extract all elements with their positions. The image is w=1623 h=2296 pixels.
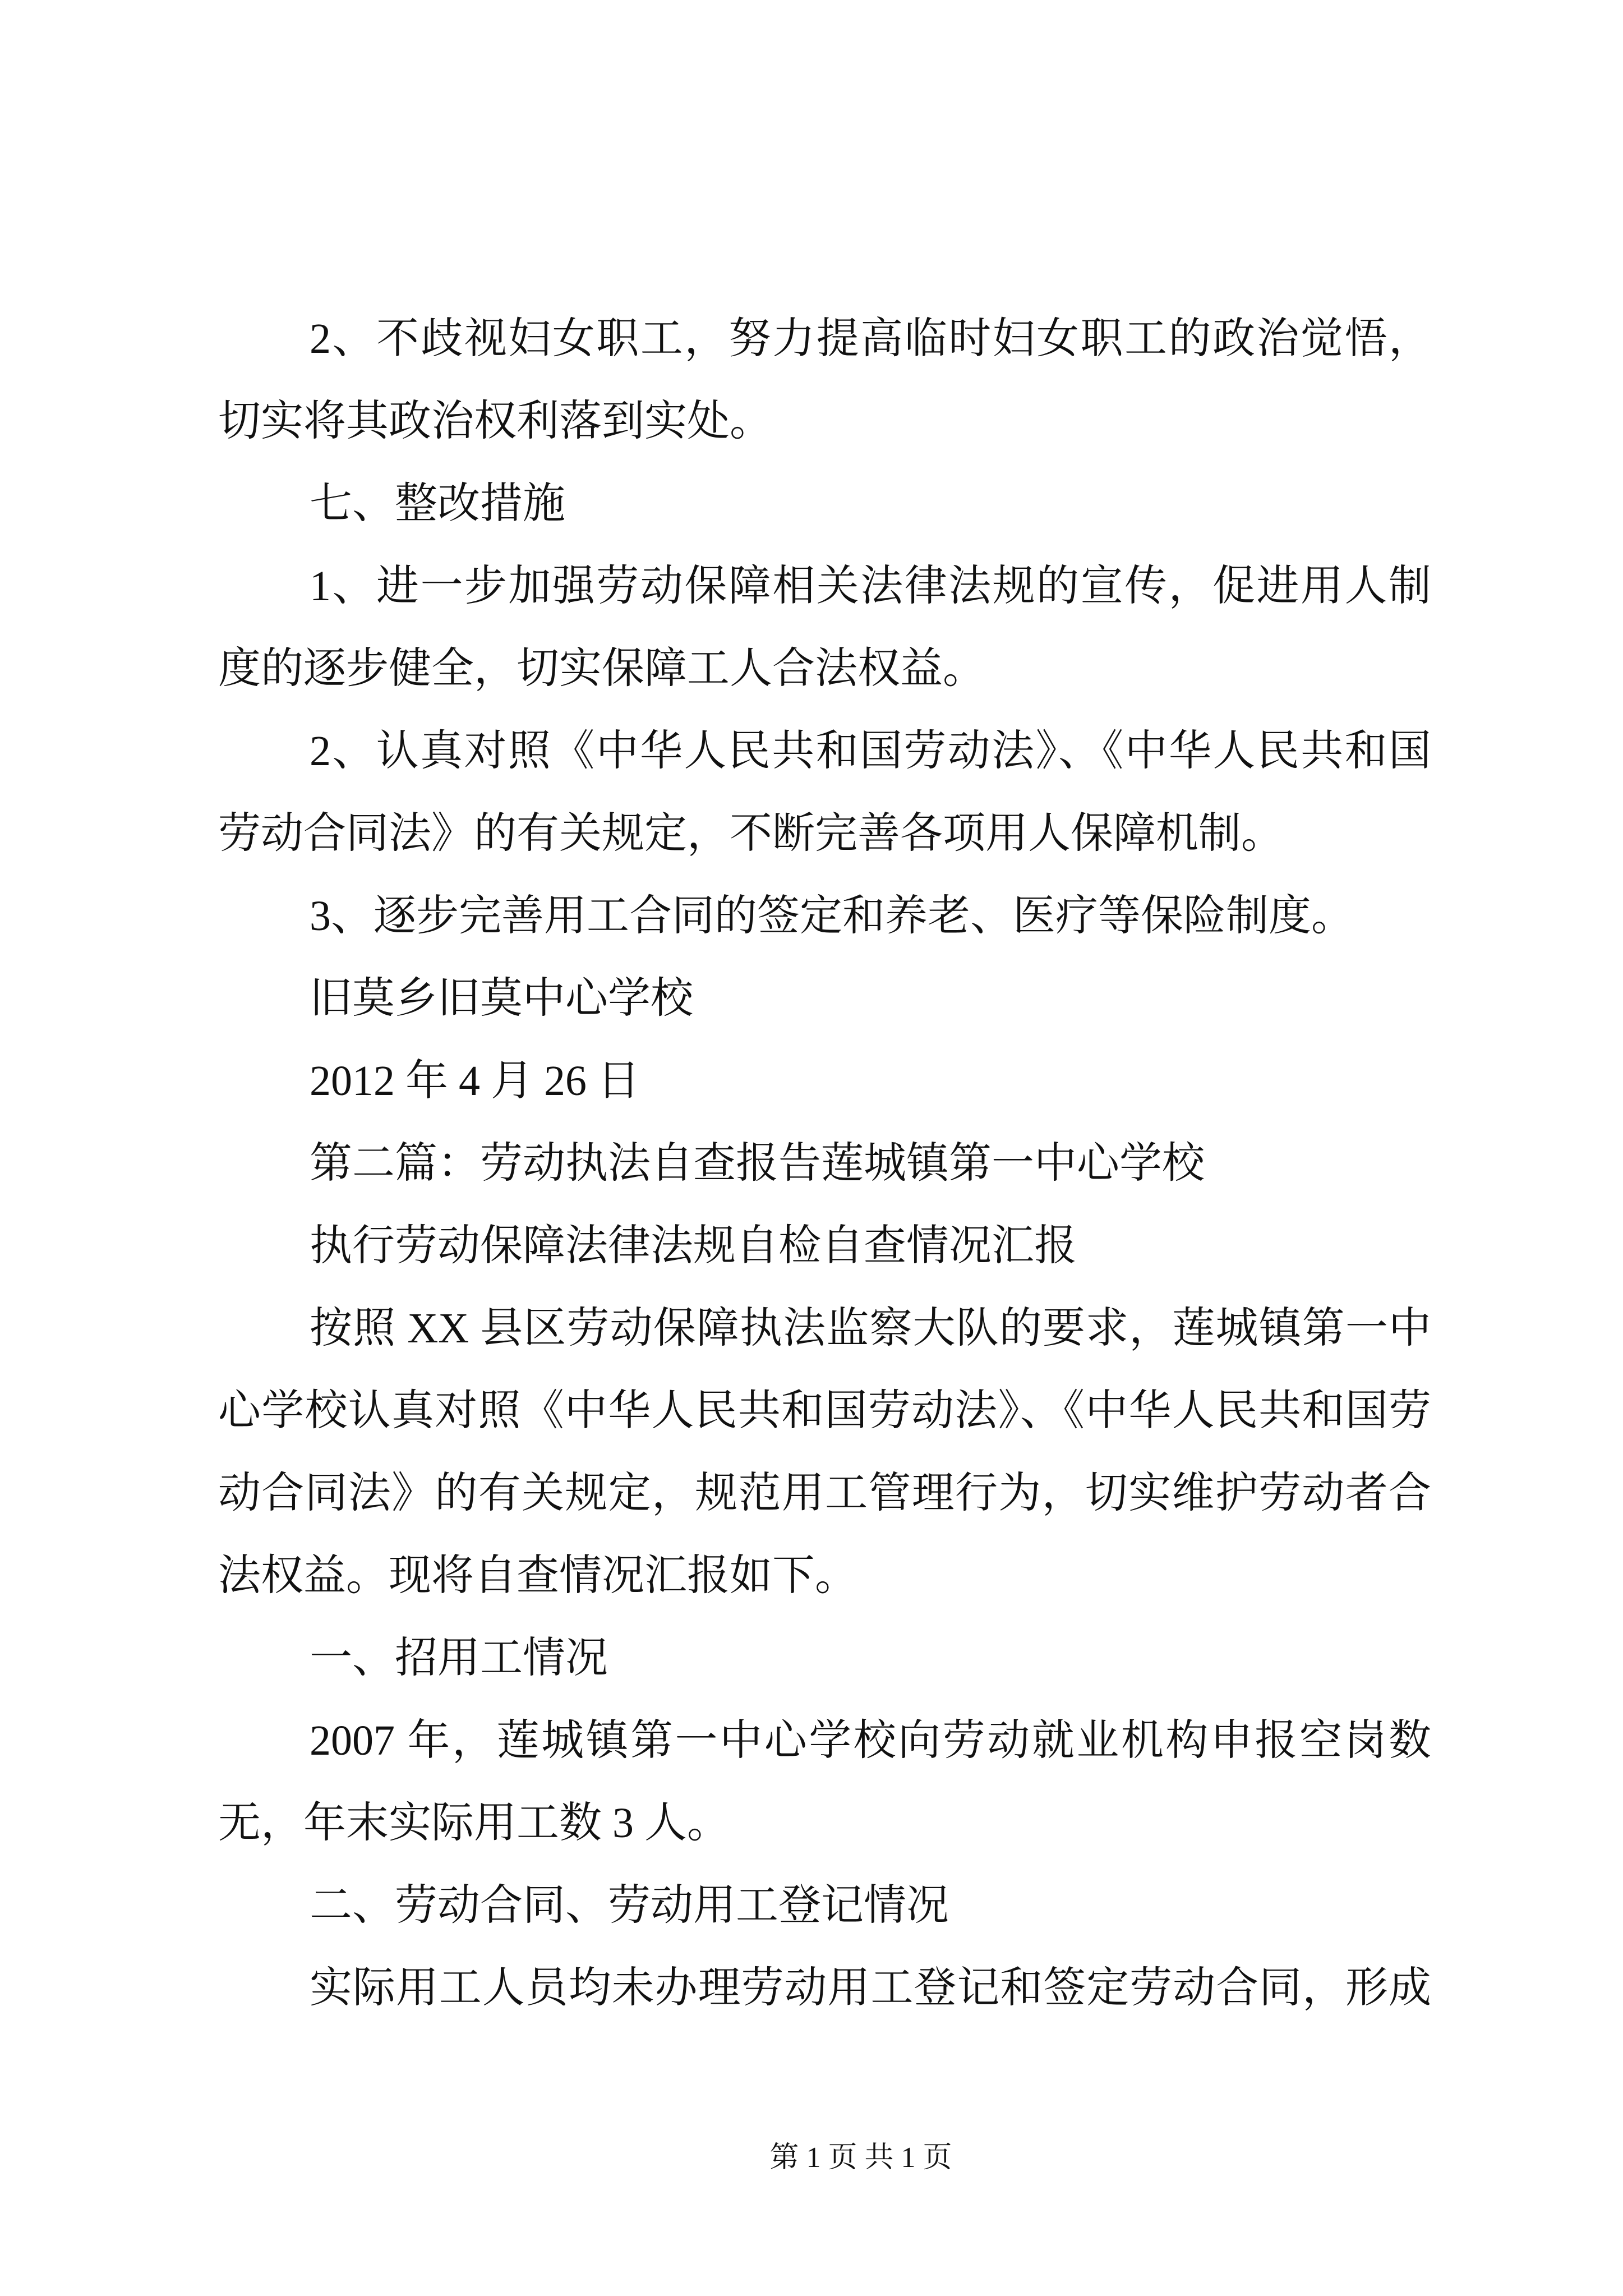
paragraph-measure-1 bbox=[218, 545, 1431, 710]
section-heading bbox=[218, 463, 1431, 545]
article-title bbox=[218, 1122, 1431, 1205]
signature-organization bbox=[218, 958, 1431, 1040]
paragraph-intro bbox=[218, 1287, 1431, 1617]
body-text-line: 无，年末实际用工数 3 人。 bbox=[218, 1800, 730, 1847]
body-text-line: 2、不歧视妇女职工，努力提高临时妇女职工的政治觉悟， bbox=[310, 315, 1431, 362]
section-heading-text: 一、招用工情况 bbox=[310, 1635, 608, 1682]
body-text-line: 2、认真对照《中华人民共和国劳动法》、《中华人民共和国 bbox=[310, 728, 1431, 775]
article-title-text: 第二篇：劳动执法自查报告莲城镇第一中心学校 bbox=[310, 1140, 1205, 1187]
body-text-line: 3、逐步完善用工合同的签定和养老、医疗等保险制度。 bbox=[310, 892, 1354, 940]
paragraph-measure-3 bbox=[218, 875, 1431, 958]
section-heading-text: 二、劳动合同、劳动用工登记情况 bbox=[310, 1882, 949, 1929]
body-text-line: 2007 年，莲城镇第一中心学校向劳动就业机构申报空岗数 bbox=[310, 1717, 1431, 1764]
body-text-line: 劳动合同法》的有关规定，不断完善各项用人保障机制。 bbox=[218, 810, 1284, 857]
paragraph-measure-2 bbox=[218, 710, 1431, 875]
body-text-line: 1、进一步加强劳动保障相关法律法规的宣传，促进用人制 bbox=[310, 563, 1431, 610]
body-text-line: 按照 XX 县区劳动保障执法监察大队的要求，莲城镇第一中 bbox=[310, 1305, 1431, 1352]
section-heading bbox=[218, 1865, 1431, 1947]
body-text-line: 法权益。现将自查情况汇报如下。 bbox=[218, 1552, 857, 1599]
body-text-line: 动合同法》的有关规定，规范用工管理行为，切实维护劳动者合 bbox=[218, 1470, 1431, 1517]
signature-date bbox=[218, 1040, 1431, 1122]
body-text-line: 度的逐步健全，切实保障工人合法权益。 bbox=[218, 645, 985, 692]
body-text-line: 实际用工人员均未办理劳动用工登记和签定劳动合同，形成 bbox=[310, 1964, 1431, 2012]
paragraph-section-2 bbox=[218, 1947, 1431, 2030]
section-heading-text: 七、整改措施 bbox=[310, 480, 565, 527]
body-text-line: 切实将其政治权利落到实处。 bbox=[218, 398, 772, 445]
document-body bbox=[218, 298, 1431, 2030]
paragraph-section-1 bbox=[218, 1700, 1431, 1865]
report-subtitle bbox=[218, 1205, 1431, 1287]
signature-organization-text: 旧莫乡旧莫中心学校 bbox=[310, 975, 693, 1022]
page-number-footer: 第 1 页 共 1 页 bbox=[769, 2142, 952, 2174]
signature-date-text: 2012 年 4 月 26 日 bbox=[310, 1057, 640, 1105]
section-heading bbox=[218, 1617, 1431, 1700]
paragraph-item-2 bbox=[218, 298, 1431, 463]
body-text-line: 心学校认真对照《中华人民共和国劳动法》、《中华人民共和国劳 bbox=[218, 1387, 1431, 1434]
report-subtitle-text: 执行劳动保障法律法规自检自查情况汇报 bbox=[310, 1222, 1077, 1269]
